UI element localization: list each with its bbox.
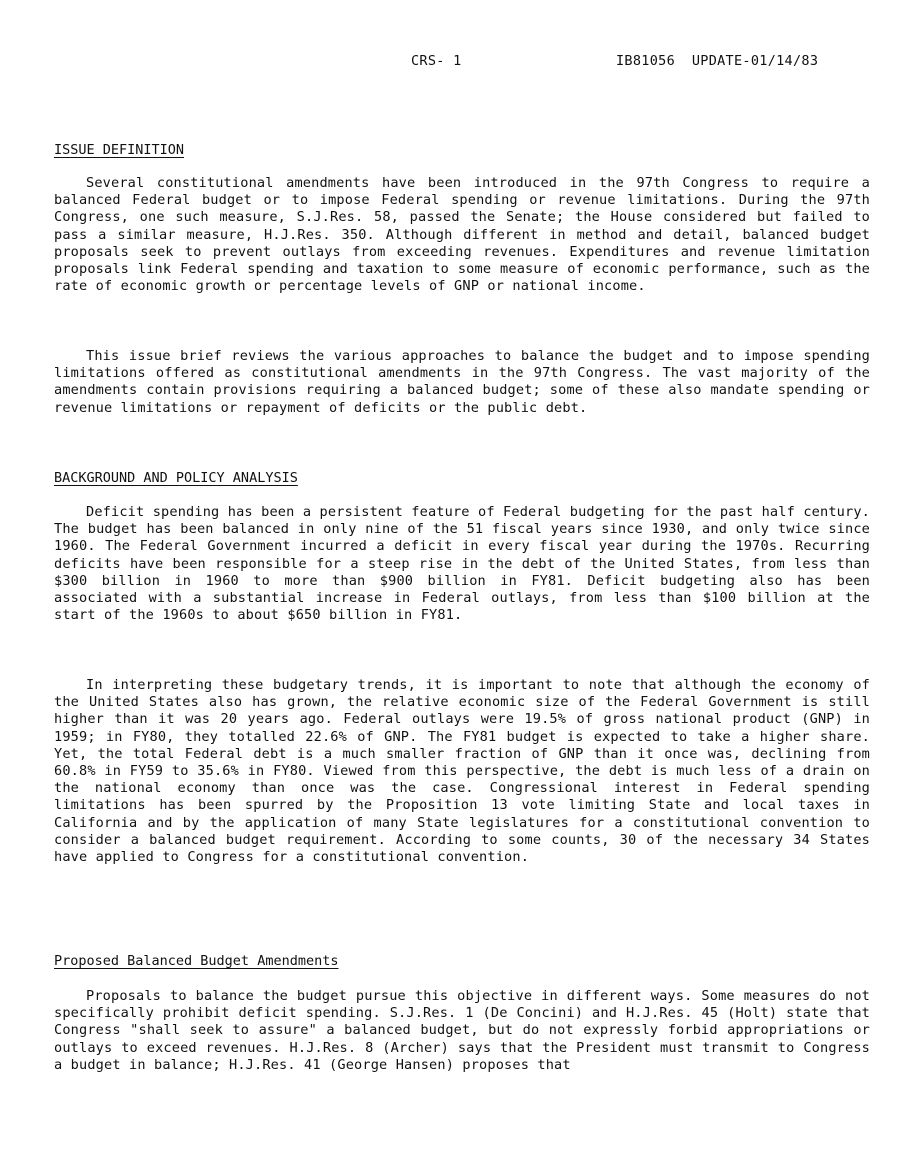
background-paragraph-1: Deficit spending has been a persistent feature of Federal budgeting for the past half century. The budget has been balanced in only nine of the 51 fiscal years since 1930, and only twice since 1960. The Federal Government incurred a deficit in every fiscal year during the 1970s. Recurring deficits have been responsible for a steep rise in the debt of the United States, from less than $300 billion in 1960 to more than $900 billion in FY81. Deficit budgeting also has been associated with a substantial increase in Federal outlays, from less than $100 billion at the start of the 1960s to about $650 billion in FY81. — [54, 504, 870, 624]
document-id: IB81056 UPDATE-01/14/83 — [616, 53, 819, 69]
issue-definition-paragraph-1: Several constitutional amendments have been introduced in the 97th Congress to require a balanced Federal budget or to impose Federal spending or revenue limitations. During the 97th Congress, one such measure, S.J.Res. 58, passed the Senate; the House considered but failed to pass a similar measure, H.J.Res. 350. Although different in method and detail, balanced budget proposals seek to prevent outlays from exceeding revenues. Expenditures and revenue limitation proposals link Federal spending and taxation to some measure of economic performance, such as the rate of economic growth or percentage levels of GNP or national income. — [54, 175, 870, 295]
background-heading: BACKGROUND AND POLICY ANALYSIS — [54, 470, 298, 486]
issue-definition-paragraph-2: This issue brief reviews the various approaches to balance the budget and to impose spending limitations offered as constitutional amendments in the 97th Congress. The vast majority of the amendments contain provisions requiring a balanced budget; some of these also mandate spending or revenue limitations or repayment of deficits or the public debt. — [54, 348, 870, 416]
proposed-amendments-heading: Proposed Balanced Budget Amendments — [54, 953, 339, 969]
issue-definition-heading: ISSUE DEFINITION — [54, 142, 185, 158]
proposed-amendments-paragraph-1: Proposals to balance the budget pursue this objective in different ways. Some measures do not specifically prohibit deficit spending. S.J.Res. 1 (De Concini) and H.J.Res. 45 (Holt) state that Congress "shall seek to assure" a balanced budget, but do not expressly forbid appropriations or outlays to exceed revenues. H.J.Res. 8 (Archer) says that the President must transmit to Congress a budget in balance; H.J.Res. 41 (George Hansen) proposes that — [54, 988, 870, 1073]
page-number: CRS- 1 — [411, 53, 462, 69]
background-paragraph-2: In interpreting these budgetary trends, it is important to note that although the economy of the United States also has grown, the relative economic size of the Federal Government is still higher than it was 20 years ago. Federal outlays were 19.5% of gross national product (GNP) in 1959; in FY80, they totalled 22.6% of GNP. The FY81 budget is expected to take a higher share. Yet, the total Federal debt is a much smaller fraction of GNP than it once was, declining from 60.8% in FY59 to 35.6% in FY80. Viewed from this perspective, the debt is much less of a drain on the national economy than once was the case. Congressional interest in Federal spending limitations has been spurred by the Proposition 13 vote limiting State and local taxes in California and by the application of many State legislatures for a constitutional convention to consider a balanced budget requirement. According to some counts, 30 of the necessary 34 States have applied to Congress for a constitutional convention. — [54, 677, 870, 866]
